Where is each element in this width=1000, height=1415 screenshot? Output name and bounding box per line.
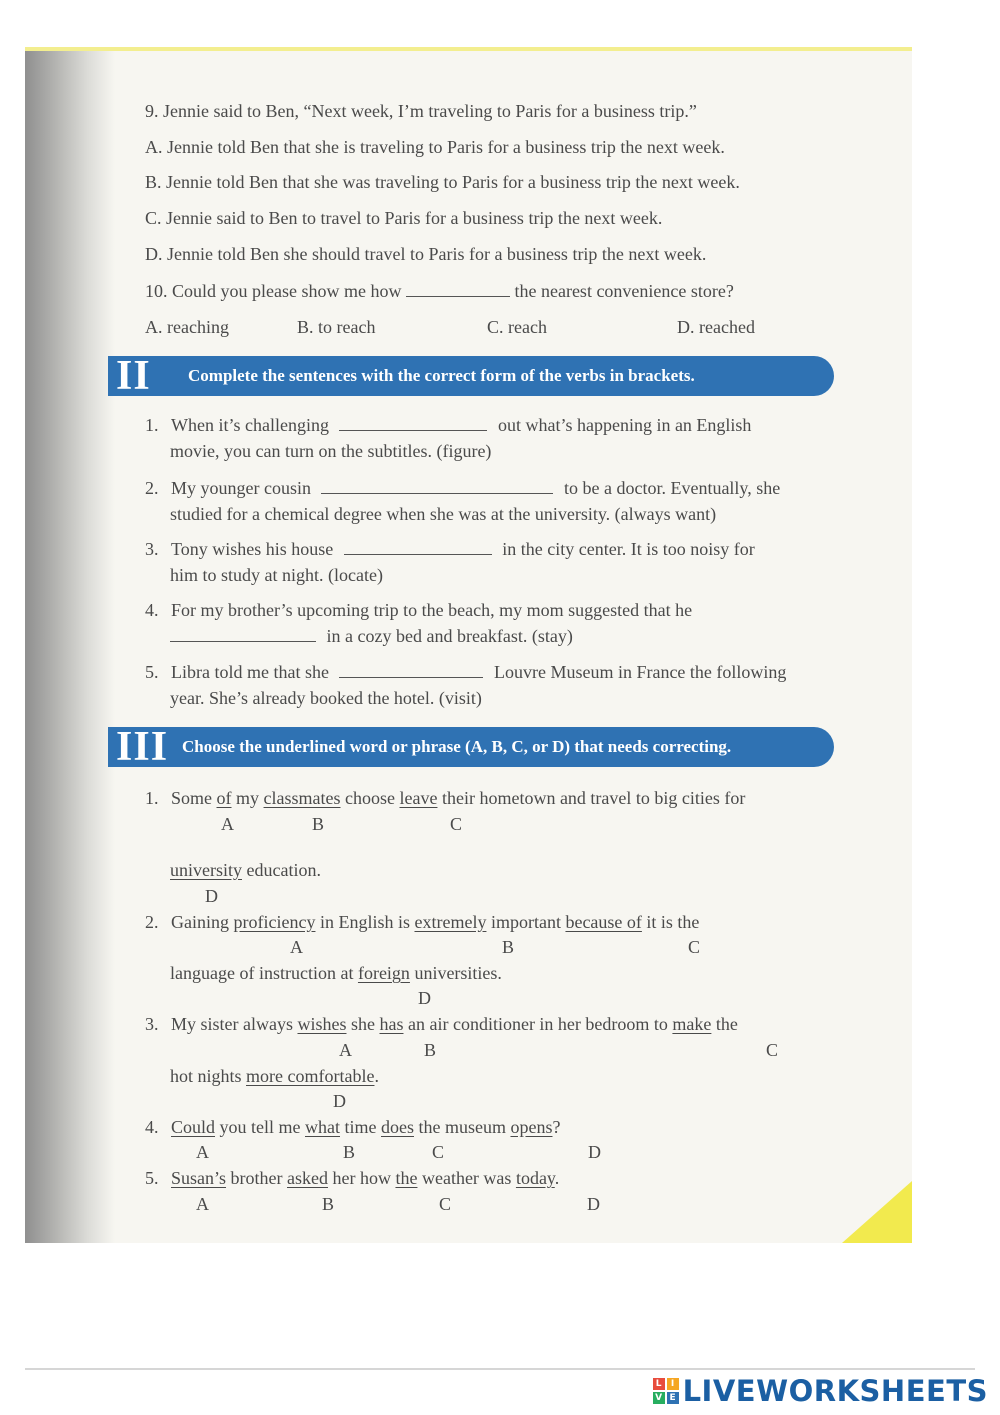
footer-divider (25, 1368, 975, 1370)
q9-option-a[interactable]: A. Jennie told Ben that she is traveling to Paris for a business trip the next week. (145, 137, 725, 157)
letter-d: D (418, 988, 431, 1008)
letter-a: A (196, 1142, 209, 1162)
s2-item-4-line2 (170, 625, 573, 647)
s2-item-5-line1 (145, 661, 786, 683)
item-text: in the city center. It is too noisy for (502, 539, 755, 559)
item-text: . (554, 1168, 560, 1188)
section-2-banner (108, 353, 834, 399)
s2-item-2-blank[interactable] (321, 479, 553, 494)
q10-option-a[interactable]: A. reaching (145, 317, 229, 337)
item-text: brother (230, 1168, 283, 1188)
underlined-option-d[interactable]: foreign (357, 963, 410, 983)
letter-d: D (588, 1142, 601, 1162)
item-number: 4. (145, 1117, 159, 1137)
s2-item-2-line2: studied for a chemical degree when she was at the university. (always want) (170, 504, 717, 524)
item-number: 3. (145, 539, 159, 559)
item-text: out what’s happening in an English (497, 415, 752, 435)
section-3-banner (108, 724, 834, 770)
logo-letter: I (667, 1378, 679, 1390)
item-text: For my brother’s upcoming trip to the beach, my mom suggested that he (171, 600, 693, 620)
yellow-corner-decoration (842, 1181, 912, 1243)
item-text: ? (552, 1117, 561, 1137)
item-text: Gaining (171, 912, 229, 932)
underlined-option-b[interactable]: what (305, 1117, 340, 1137)
underlined-option-d[interactable]: opens (510, 1117, 553, 1137)
letter-d: D (333, 1091, 346, 1111)
underlined-option-c[interactable]: leave (399, 788, 438, 808)
item-text: Some (171, 788, 213, 808)
underlined-option-b[interactable]: has (379, 1014, 404, 1034)
s3-item-3-line2 (170, 1065, 379, 1087)
s2-item-5-blank[interactable] (339, 663, 483, 678)
section-2-number: II (116, 353, 151, 399)
q9-stem: 9. Jennie said to Ben, “Next week, I’m traveling to Paris for a business trip.” (145, 101, 697, 121)
letter-b: B (322, 1194, 335, 1214)
item-text: her how (332, 1168, 391, 1188)
underlined-option-b[interactable]: asked (287, 1168, 328, 1188)
s3-item-2-line1 (145, 911, 699, 933)
q10-option-d[interactable]: D. reached (677, 317, 755, 337)
underlined-option-a[interactable]: wishes (297, 1014, 347, 1034)
item-text: weather was (421, 1168, 512, 1188)
item-number: 2. (145, 912, 159, 932)
q10-stem (145, 280, 734, 302)
liveworksheets-brand[interactable] (653, 1376, 988, 1406)
q10-answer-blank[interactable] (406, 282, 510, 297)
section-3-title: Choose the underlined word or phrase (A, B, C, or D) that needs correcting. (182, 737, 732, 756)
underlined-option-b[interactable]: extremely (414, 912, 487, 932)
item-text: My younger cousin (171, 478, 311, 498)
underlined-option-a[interactable]: Susan’s (171, 1168, 227, 1188)
item-text: Libra told me that she (171, 662, 329, 682)
s2-item-5-line2: year. She’s already booked the hotel. (visit) (170, 688, 482, 708)
item-text: the (715, 1014, 738, 1034)
item-text: time (344, 1117, 377, 1137)
s2-item-1-line1 (145, 414, 751, 436)
s2-item-1-blank[interactable] (339, 416, 487, 431)
item-text: choose (345, 788, 395, 808)
q9-option-c[interactable]: C. Jennie said to Ben to travel to Paris for a business trip the next week. (145, 208, 663, 228)
item-text: in English is (319, 912, 410, 932)
letter-d: D (587, 1194, 600, 1214)
item-number: 1. (145, 788, 159, 808)
s2-item-3-line1 (145, 538, 755, 560)
item-text: When it’s challenging (171, 415, 329, 435)
s2-item-1-line2: movie, you can turn on the subtitles. (figure) (170, 441, 492, 461)
underlined-option-c[interactable]: the (395, 1168, 418, 1188)
logo-letter: E (667, 1392, 679, 1404)
s2-item-3-line2: him to study at night. (locate) (170, 565, 383, 585)
section-3-number: III (116, 724, 169, 770)
item-text: Tony wishes his house (171, 539, 334, 559)
letter-c: C (766, 1040, 779, 1060)
item-number: 5. (145, 662, 159, 682)
item-text: to be a doctor. Eventually, she (563, 478, 781, 498)
item-number: 3. (145, 1014, 159, 1034)
item-number: 2. (145, 478, 159, 498)
underlined-option-b[interactable]: classmates (263, 788, 341, 808)
underlined-option-d[interactable]: university (170, 860, 242, 880)
letter-b: B (502, 937, 515, 957)
underlined-option-d[interactable]: today (515, 1168, 555, 1188)
item-number: 5. (145, 1168, 159, 1188)
item-text: you tell me (219, 1117, 301, 1137)
book-spine-shadow (25, 51, 115, 1243)
item-text: in a cozy bed and breakfast. (stay) (326, 626, 573, 646)
underlined-option-c[interactable]: does (381, 1117, 414, 1137)
letter-d: D (205, 886, 218, 906)
item-number: 1. (145, 415, 159, 435)
s3-item-4-line1 (145, 1116, 561, 1138)
item-number: 4. (145, 600, 159, 620)
q9-option-b[interactable]: B. Jennie told Ben that she was traveling to Paris for a business trip the next week. (145, 172, 740, 192)
s3-item-1-line1 (145, 787, 745, 809)
s2-item-4-blank[interactable] (170, 627, 316, 642)
item-text: important (490, 912, 561, 932)
letter-c: C (439, 1194, 452, 1214)
logo-letter: L (653, 1378, 665, 1390)
letter-a: A (339, 1040, 352, 1060)
underlined-option-c[interactable]: because of (565, 912, 642, 932)
item-text: it is the (646, 912, 700, 932)
underlined-option-c[interactable]: make (672, 1014, 712, 1034)
item-text: universities. (414, 963, 502, 983)
underlined-option-a[interactable]: Could (171, 1117, 216, 1137)
brand-name: LIVEWORKSHEETS (682, 1374, 988, 1408)
item-text: . (374, 1066, 379, 1086)
q10-stem-before: 10. Could you please show me how (145, 281, 402, 301)
item-text: education. (246, 860, 321, 880)
s2-item-2-line1 (145, 477, 780, 499)
letter-c: C (450, 814, 463, 834)
item-text: she (350, 1014, 375, 1034)
s3-item-2-line2 (170, 962, 502, 984)
item-text: hot nights (170, 1066, 242, 1086)
q10-option-c[interactable]: C. reach (487, 317, 547, 337)
item-text: Louvre Museum in France the following (493, 662, 787, 682)
s3-item-3-line1 (145, 1013, 738, 1035)
underlined-option-d[interactable]: more comfortable (246, 1066, 375, 1086)
liveworksheets-logo-icon (653, 1378, 679, 1404)
item-text: the museum (418, 1117, 506, 1137)
q9-option-d[interactable]: D. Jennie told Ben she should travel to Paris for a business trip the next week. (145, 244, 707, 264)
underlined-option-a[interactable]: of (216, 788, 232, 808)
item-text: language of instruction at (170, 963, 354, 983)
letter-a: A (196, 1194, 209, 1214)
underlined-option-a[interactable]: proficiency (233, 912, 316, 932)
item-text: their hometown and travel to big cities for (441, 788, 746, 808)
letter-a: A (290, 937, 303, 957)
letter-c: C (432, 1142, 445, 1162)
item-text: an air conditioner in her bedroom to (407, 1014, 668, 1034)
item-text: my (236, 788, 260, 808)
letter-b: B (343, 1142, 356, 1162)
letter-b: B (312, 814, 325, 834)
logo-letter: V (653, 1392, 665, 1404)
q10-option-b[interactable]: B. to reach (297, 317, 376, 337)
letter-b: B (424, 1040, 437, 1060)
s2-item-4-line1 (145, 599, 692, 621)
section-2-title: Complete the sentences with the correct form of the verbs in brackets. (188, 366, 695, 385)
q10-stem-after: the nearest convenience store? (514, 281, 734, 301)
s3-item-5-line1 (145, 1167, 559, 1189)
letter-c: C (688, 937, 701, 957)
item-text: My sister always (171, 1014, 293, 1034)
s3-item-1-line2 (170, 859, 321, 881)
s2-item-3-blank[interactable] (344, 540, 492, 555)
letter-a: A (221, 814, 234, 834)
